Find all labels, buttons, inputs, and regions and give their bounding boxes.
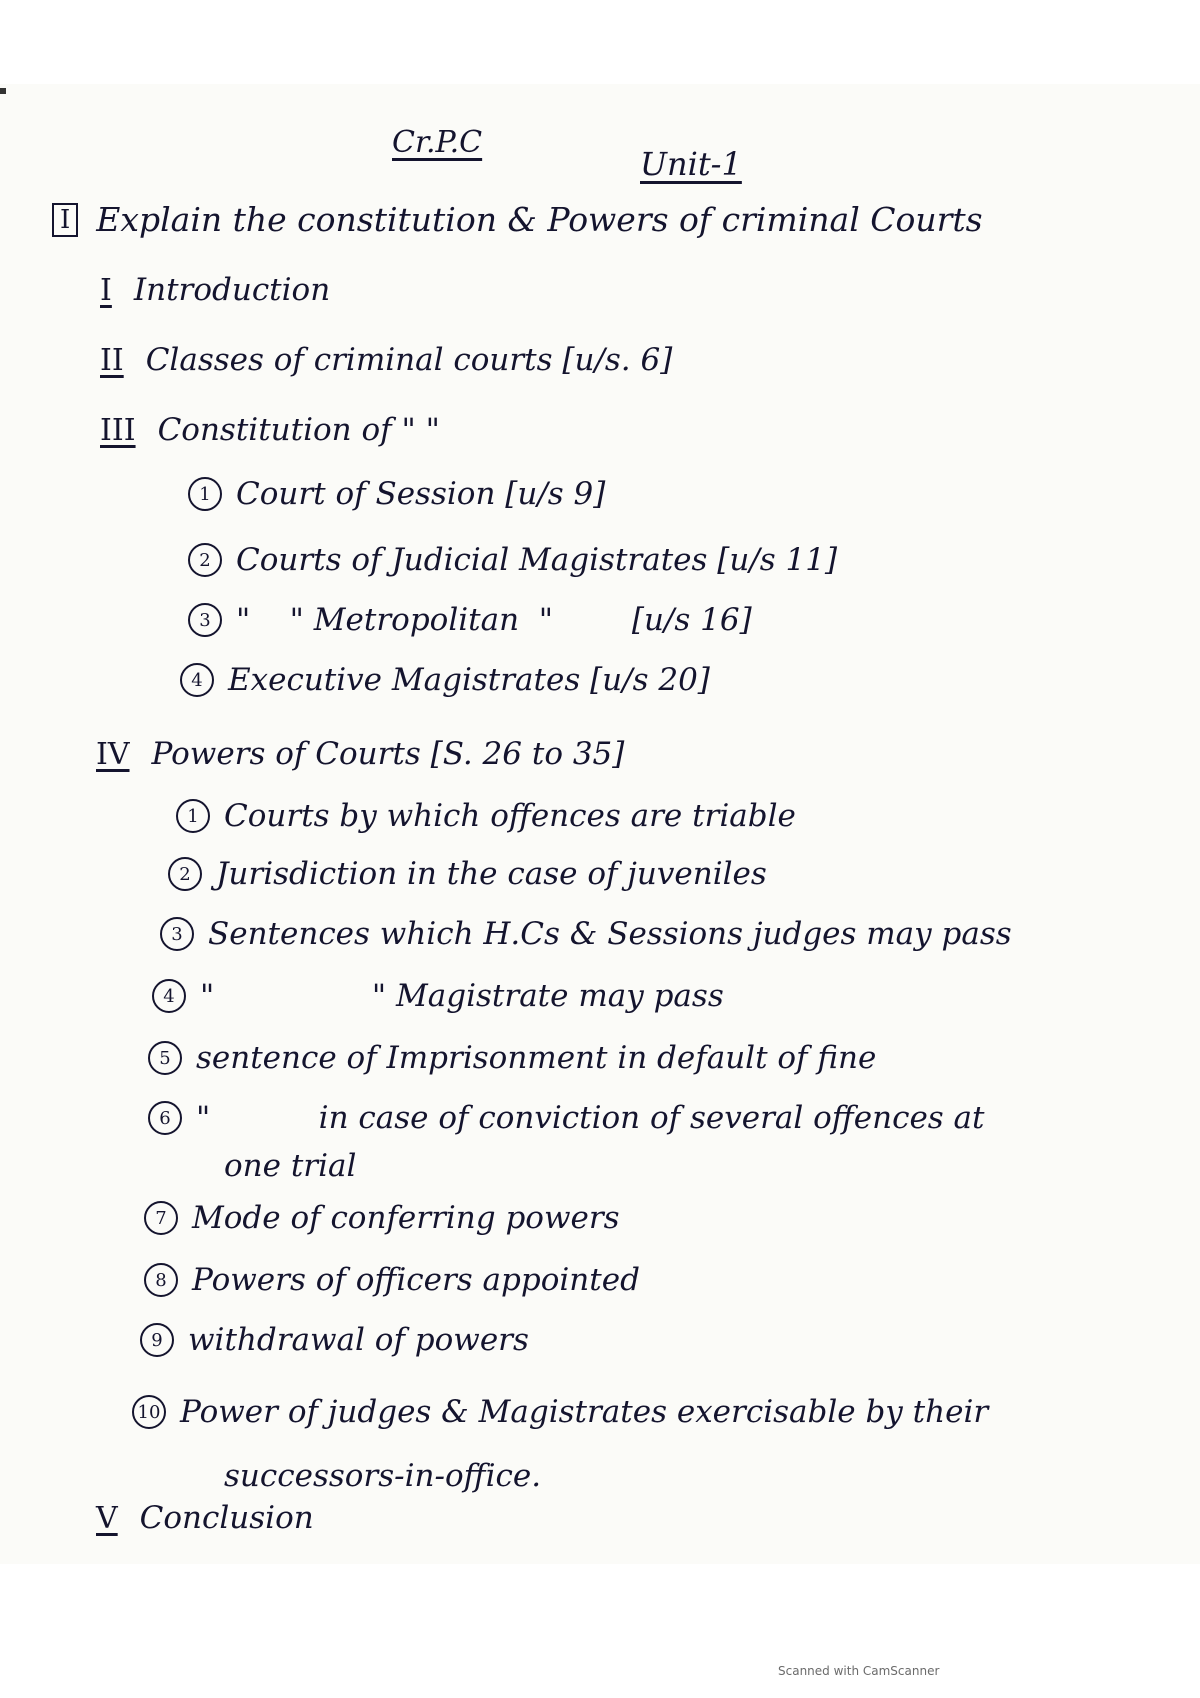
powers-item bbox=[144, 1200, 620, 1236]
subject-heading: Cr.P.C bbox=[392, 125, 483, 160]
roman-numeral: II bbox=[100, 342, 124, 378]
item-text: Mode of conferring powers bbox=[192, 1200, 620, 1236]
powers-item bbox=[148, 1100, 985, 1136]
powers-item-continuation bbox=[224, 1458, 541, 1494]
constitution-item bbox=[188, 476, 605, 512]
scanner-watermark: Scanned with CamScanner bbox=[778, 1664, 940, 1678]
question-line bbox=[52, 200, 983, 239]
page-edge-mark bbox=[0, 88, 6, 94]
item-text: successors-in-office. bbox=[224, 1458, 542, 1494]
powers-item bbox=[160, 916, 1012, 952]
item-text: " " Metropolitan " [u/s 16] bbox=[236, 602, 752, 638]
item-number: 3 bbox=[160, 917, 194, 951]
outline-item-conclusion bbox=[96, 1500, 314, 1536]
item-text: Executive Magistrates [u/s 20] bbox=[228, 662, 710, 698]
item-number: 4 bbox=[152, 979, 186, 1013]
item-text: Courts of Judicial Magistrates [u/s 11] bbox=[236, 542, 838, 578]
powers-item bbox=[144, 1262, 640, 1298]
powers-item bbox=[152, 978, 724, 1014]
item-number: 7 bbox=[144, 1201, 178, 1235]
outline-item-classes bbox=[100, 342, 672, 378]
item-number: 1 bbox=[188, 477, 222, 511]
outline-text: Classes of criminal courts [u/s. 6] bbox=[145, 342, 673, 378]
outline-text: Introduction bbox=[133, 272, 331, 308]
item-text: " in case of conviction of several offences at bbox=[196, 1100, 985, 1136]
outline-text: Constitution of " " bbox=[157, 412, 440, 448]
item-number: 1 bbox=[176, 799, 210, 833]
outline-text: Conclusion bbox=[139, 1500, 314, 1536]
outline-item-introduction bbox=[100, 272, 330, 308]
powers-item bbox=[140, 1322, 529, 1358]
item-number: 3 bbox=[188, 603, 222, 637]
item-number: 4 bbox=[180, 663, 214, 697]
item-text: Courts by which offences are triable bbox=[224, 798, 796, 834]
item-number: 10 bbox=[132, 1395, 166, 1429]
item-number: 2 bbox=[188, 543, 222, 577]
roman-numeral: IV bbox=[96, 736, 130, 772]
item-number: 2 bbox=[168, 857, 202, 891]
unit-heading: Unit-1 bbox=[640, 145, 742, 183]
item-text: one trial bbox=[224, 1148, 357, 1184]
roman-numeral: I bbox=[100, 272, 112, 308]
item-number: 5 bbox=[148, 1041, 182, 1075]
item-text: Powers of officers appointed bbox=[192, 1262, 640, 1298]
powers-item bbox=[148, 1040, 876, 1076]
item-text: Jurisdiction in the case of juveniles bbox=[216, 856, 767, 892]
constitution-item bbox=[188, 542, 837, 578]
item-text: Power of judges & Magistrates exercisable by their bbox=[180, 1394, 989, 1430]
outline-item-constitution bbox=[100, 412, 440, 448]
constitution-item bbox=[188, 602, 752, 638]
item-text: Sentences which H.Cs & Sessions judges may pass bbox=[208, 916, 1012, 952]
outline-text: Powers of Courts [S. 26 to 35] bbox=[151, 736, 625, 772]
powers-item bbox=[176, 798, 796, 834]
powers-item bbox=[168, 856, 767, 892]
roman-numeral: III bbox=[100, 412, 136, 448]
roman-numeral: V bbox=[96, 1500, 118, 1536]
item-text: sentence of Imprisonment in default of fine bbox=[196, 1040, 877, 1076]
item-number: 6 bbox=[148, 1101, 182, 1135]
item-number: 8 bbox=[144, 1263, 178, 1297]
question-text: Explain the constitution & Powers of criminal Courts bbox=[96, 200, 983, 239]
powers-item-continuation bbox=[224, 1148, 356, 1184]
item-text: Court of Session [u/s 9] bbox=[236, 476, 606, 512]
item-text: withdrawal of powers bbox=[188, 1322, 529, 1358]
item-number: 9 bbox=[140, 1323, 174, 1357]
question-number: I bbox=[52, 203, 78, 237]
constitution-item bbox=[180, 662, 710, 698]
powers-item bbox=[132, 1394, 988, 1430]
outline-item-powers bbox=[96, 736, 624, 772]
item-text: " " Magistrate may pass bbox=[200, 978, 724, 1014]
